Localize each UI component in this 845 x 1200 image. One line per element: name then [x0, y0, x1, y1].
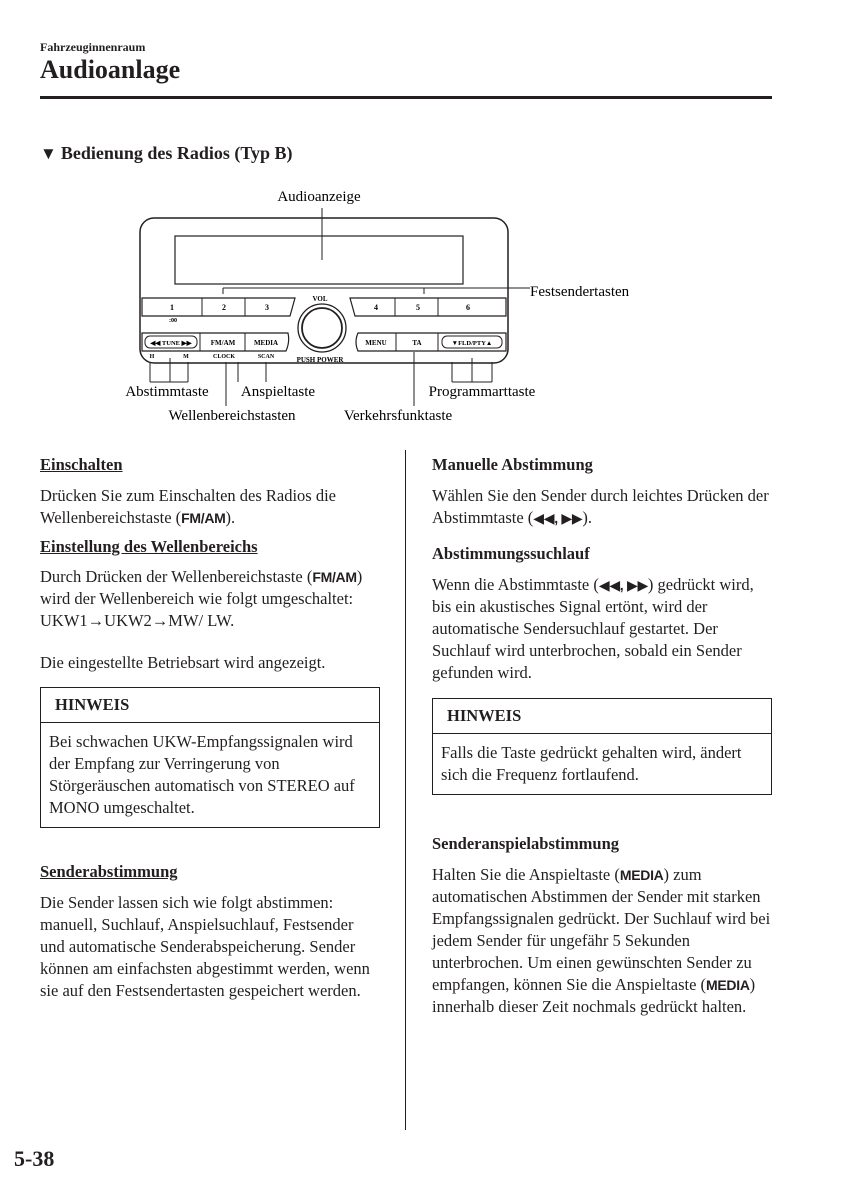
heading-manuell: Manuelle Abstimmung: [432, 455, 593, 474]
preset-row-left: [142, 298, 295, 316]
svg-text:PUSH POWER: PUSH POWER: [296, 356, 344, 364]
heading-anspiel: Senderanspielabstimmung: [432, 834, 620, 853]
paragraph-suchlauf: Wenn die Abstimmtaste (◀◀, ▶▶) gedrückt wird, bis ein akustisches Signal ertönt, wird der automatische Sendersuchlauf gestartet. Der Suchlauf wird unterbrochen, sobald ein Sender gefunden wird.: [432, 575, 754, 682]
page-title: Audioanlage: [40, 55, 181, 84]
left-column: [40, 454, 380, 1002]
svg-text:Wellenbereichstasten: Wellenbereichstasten: [168, 408, 296, 424]
heading-einschalten: Einschalten: [40, 455, 123, 474]
note-text: Bei schwachen UKW-Empfangssignalen wird der Empfang zur Verringerung von Störgeräuschen automatisch von STEREO auf MONO umgeschaltet.: [49, 732, 355, 817]
svg-text:4: 4: [374, 303, 378, 312]
svg-text:Verkehrsfunktaste: Verkehrsfunktaste: [343, 408, 453, 424]
page-number: 5-38: [14, 1146, 55, 1171]
chapter-label: Fahrzeuginnenraum: [40, 40, 146, 54]
heading-suchlauf: Abstimmungssuchlauf: [432, 544, 590, 563]
label-audioanzeige: Audioanzeige: [277, 189, 361, 205]
svg-text:6: 6: [466, 303, 470, 312]
right-column: [432, 454, 772, 1018]
svg-text:TA: TA: [412, 339, 422, 347]
note-box-left: [40, 687, 380, 828]
svg-text:Programmarttaste: Programmarttaste: [428, 384, 536, 400]
paragraph-einschalten: Drücken Sie zum Einschalten des Radios die Wellenbereichstaste (FM/AM).: [40, 486, 337, 527]
paragraph-senderabstimmung: Die Sender lassen sich wie folgt abstimmen: manuell, Suchlauf, Anspielsuchlauf, Festsender und automatische Senderabspeicherung. Sender können am einfachsten abgestimmt werden, wenn sie auf den Festsendertasten gespeichert werden.: [40, 893, 370, 1000]
svg-text:5: 5: [416, 303, 420, 312]
radio-diagram: [100, 180, 660, 430]
svg-text:Abstimmtaste: Abstimmtaste: [125, 384, 209, 400]
paragraph-wellenbereich: Durch Drücken der Wellenbereichstaste (FM/AM) wird der Wellenbereich wie folgt umgeschaltet: UKW1→UKW2→MW/ LW.: [40, 567, 363, 630]
note-heading: HINWEIS: [433, 699, 771, 734]
note-text: Falls die Taste gedrückt gehalten wird, ändert sich die Frequenz fortlaufend.: [441, 743, 742, 784]
svg-text:M: M: [183, 354, 189, 360]
title-rule: [40, 96, 772, 99]
note-heading: HINWEIS: [41, 688, 379, 723]
column-divider: [405, 450, 406, 1130]
svg-text:H: H: [149, 354, 155, 360]
section-title: ▼ Bedienung des Radios (Typ B): [40, 143, 293, 163]
paragraph-manuell: Wählen Sie den Sender durch leichtes Drücken der Abstimmtaste (◀◀, ▶▶).: [432, 486, 769, 527]
svg-text:3: 3: [265, 303, 269, 312]
heading-senderabstimmung: Senderabstimmung: [40, 862, 178, 881]
svg-text:CLOCK: CLOCK: [212, 354, 236, 360]
svg-text:Festsendertasten: Festsendertasten: [530, 284, 630, 300]
svg-text:▼FLD/PTY▲: ▼FLD/PTY▲: [451, 340, 493, 347]
audio-display: [175, 236, 463, 284]
svg-text:1: 1: [170, 303, 174, 312]
svg-text:SCAN: SCAN: [257, 354, 275, 360]
paragraph-anspiel: Halten Sie die Anspieltaste (MEDIA) zum automatischen Abstimmen der Sender mit starken Empfangssignalen gedrückt. Der Suchlauf wird bei jedem Sender für ungefähr 5 Sekunden unterbrochen. Um einen gewünschten Sender zu empfangen, können Sie die Anspieltaste (MEDIA) innerhalb dieser Zeit nochmals gedrückt halten.: [432, 865, 771, 1016]
svg-text:MEDIA: MEDIA: [253, 339, 279, 347]
volume-knob: [298, 304, 346, 352]
svg-text:VOL: VOL: [312, 295, 328, 303]
svg-text:2: 2: [222, 303, 226, 312]
svg-text:FM/AM: FM/AM: [210, 339, 236, 347]
svg-text:Anspieltaste: Anspieltaste: [240, 384, 316, 400]
svg-text:◀◀ TUNE ▶▶: ◀◀ TUNE ▶▶: [150, 340, 192, 347]
triangle-down-icon: ▼: [40, 144, 57, 163]
svg-text:MENU: MENU: [365, 339, 387, 347]
note-box-right: [432, 698, 772, 795]
heading-wellenbereich: Einstellung des Wellenbereichs: [40, 537, 258, 556]
svg-text::00: :00: [169, 318, 177, 324]
paragraph-betriebsart: Die eingestellte Betriebsart wird angezeigt.: [40, 653, 326, 672]
